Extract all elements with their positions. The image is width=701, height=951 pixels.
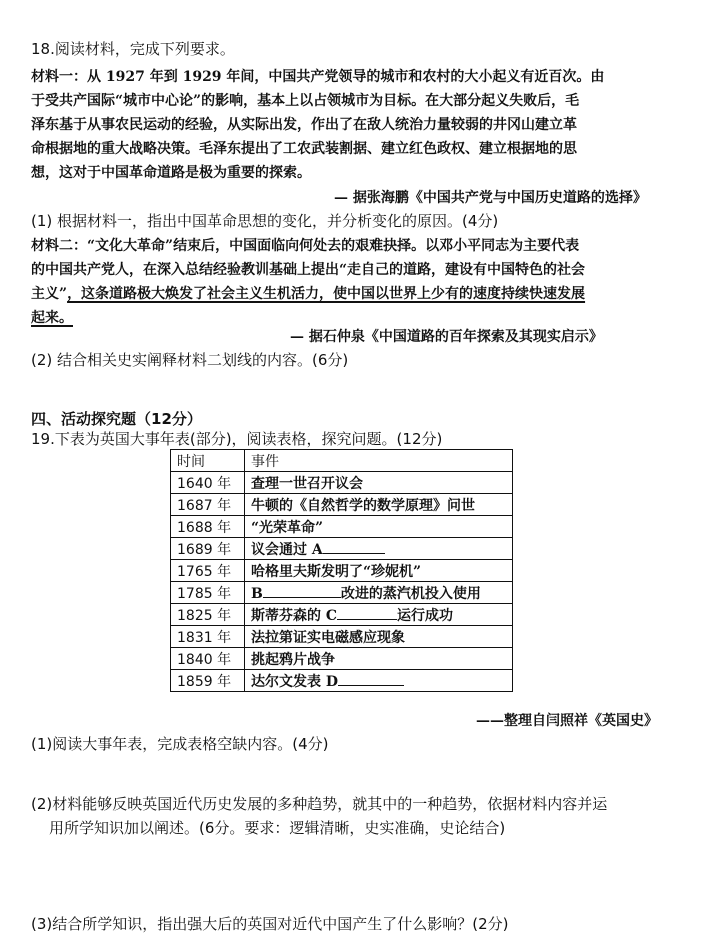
event-description: [245, 582, 513, 604]
table-row: [171, 582, 513, 604]
table-row: [171, 494, 513, 516]
table-row: [171, 648, 513, 670]
event-year: 1785 年: [171, 582, 245, 604]
fill-in-blank[interactable]: [263, 583, 341, 598]
event-text: 查理一世召开议会: [251, 475, 363, 492]
event-text: 斯蒂芬森的 C: [251, 607, 338, 624]
event-text: 议会通过 A: [251, 541, 323, 558]
event-description: [245, 604, 513, 626]
event-year: 1765 年: [171, 560, 245, 582]
table-row: [171, 560, 513, 582]
q18-source2: — 据石仲泉《中国道路的百年探索及其现实启示》: [290, 329, 603, 345]
q18-material2-underlined: ，这条道路极大焕发了社会主义生机活力，使中国以世界上少有的速度持续快速发展: [67, 286, 586, 302]
q18-material2-underlined: 起来。: [31, 310, 73, 326]
table-row: [171, 604, 513, 626]
q18-title: 18.阅读材料，完成下列要求。: [31, 40, 235, 58]
q18-material1-line: 材料一：从 1927 年到 1929 年间，中国共产党领导的城市和农村的大小起义有近百次。由: [31, 69, 605, 85]
event-year: 1688 年: [171, 516, 245, 538]
q19-title: 19.下表为英国大事年表(部分)，阅读表格，探究问题。(12分): [31, 430, 443, 448]
table-row: [171, 626, 513, 648]
q18-material1-line: 命根据地的重大战略决策。毛泽东提出了工农武装割据、建立红色政权、建立根据地的思: [31, 141, 577, 157]
event-text: 达尔文发表 D: [251, 673, 339, 690]
q18-material2-line: [31, 307, 73, 327]
q18-material2-line: [31, 283, 585, 303]
event-text: “光荣革命”: [251, 519, 324, 536]
event-year: 1831 年: [171, 626, 245, 648]
q19-sub1: (1)阅读大事年表，完成表格空缺内容。(4分): [31, 735, 329, 753]
event-text: 挑起鸦片战争: [251, 651, 335, 668]
section-4-heading: 四、活动探究题（12分）: [31, 410, 202, 428]
events-table-body: [171, 472, 513, 692]
event-year: 1687 年: [171, 494, 245, 516]
table-row: [171, 670, 513, 692]
q18-material1-line: 泽东基于从事农民运动的经验，从实际出发，作出了在敌人统治力量较弱的井冈山建立革: [31, 117, 577, 133]
event-description: [245, 670, 513, 692]
event-year: 1689 年: [171, 538, 245, 560]
fill-in-blank[interactable]: [338, 671, 404, 686]
table-row: [171, 516, 513, 538]
event-year: 1840 年: [171, 648, 245, 670]
q18-material2-line: 材料二：“文化大革命”结束后，中国面临向何处去的艰难抉择。以邓小平同志为主要代表: [31, 238, 580, 254]
q18-sub2: (2) 结合相关史实阐释材料二划线的内容。(6分): [31, 351, 349, 369]
event-text: B: [251, 585, 263, 602]
event-description: [245, 472, 513, 494]
q18-material1-line: 想，这对于中国革命道路是极为重要的探索。: [31, 165, 311, 181]
fill-in-blank[interactable]: [323, 539, 385, 554]
event-description: [245, 516, 513, 538]
table-header-event: 事件: [245, 450, 513, 472]
q18-source1: — 据张海鹏《中国共产党与中国历史道路的选择》: [334, 190, 647, 206]
event-text-after-blank: 运行成功: [397, 607, 454, 624]
q19-sub2-line: (2)材料能够反映英国近代历史发展的多种趋势，就其中的一种趋势，依据材料内容并运: [31, 795, 608, 813]
event-description: [245, 494, 513, 516]
q18-material2-line: 的中国共产党人，在深入总结经验教训基础上提出“走自己的道路，建设有中国特色的社会: [31, 262, 586, 278]
event-year: 1859 年: [171, 670, 245, 692]
event-year: 1825 年: [171, 604, 245, 626]
table-header-time: 时间: [171, 450, 245, 472]
q19-sub3: (3)结合所学知识，指出强大后的英国对近代中国产生了什么影响？(2分): [31, 915, 509, 933]
event-description: [245, 560, 513, 582]
table-header-row: [171, 450, 513, 472]
event-text: 牛顿的《自然哲学的数学原理》问世: [251, 497, 475, 514]
q19-source: ——整理自闫照祥《英国史》: [476, 713, 658, 729]
fill-in-blank[interactable]: [337, 605, 397, 620]
table-row: [171, 538, 513, 560]
event-description: [245, 648, 513, 670]
event-description: [245, 538, 513, 560]
q18-material1-line: 于受共产国际“城市中心论”的影响，基本上以占领城市为目标。在大部分起义失败后，毛: [31, 93, 580, 109]
q18-material2-text: 主义”: [31, 286, 68, 302]
events-table: [170, 449, 513, 692]
q18-sub1: (1) 根据材料一，指出中国革命思想的变化，并分析变化的原因。(4分): [31, 212, 499, 230]
event-text: 法拉第证实电磁感应现象: [251, 629, 405, 646]
event-text: 哈格里夫斯发明了“珍妮机”: [251, 563, 422, 580]
event-year: 1640 年: [171, 472, 245, 494]
q19-sub2-line: 用所学知识加以阐述。(6分。要求：逻辑清晰，史实准确，史论结合): [49, 819, 506, 837]
event-text-after-blank: 改进的蒸汽机投入使用: [340, 585, 481, 602]
event-description: [245, 626, 513, 648]
table-row: [171, 472, 513, 494]
